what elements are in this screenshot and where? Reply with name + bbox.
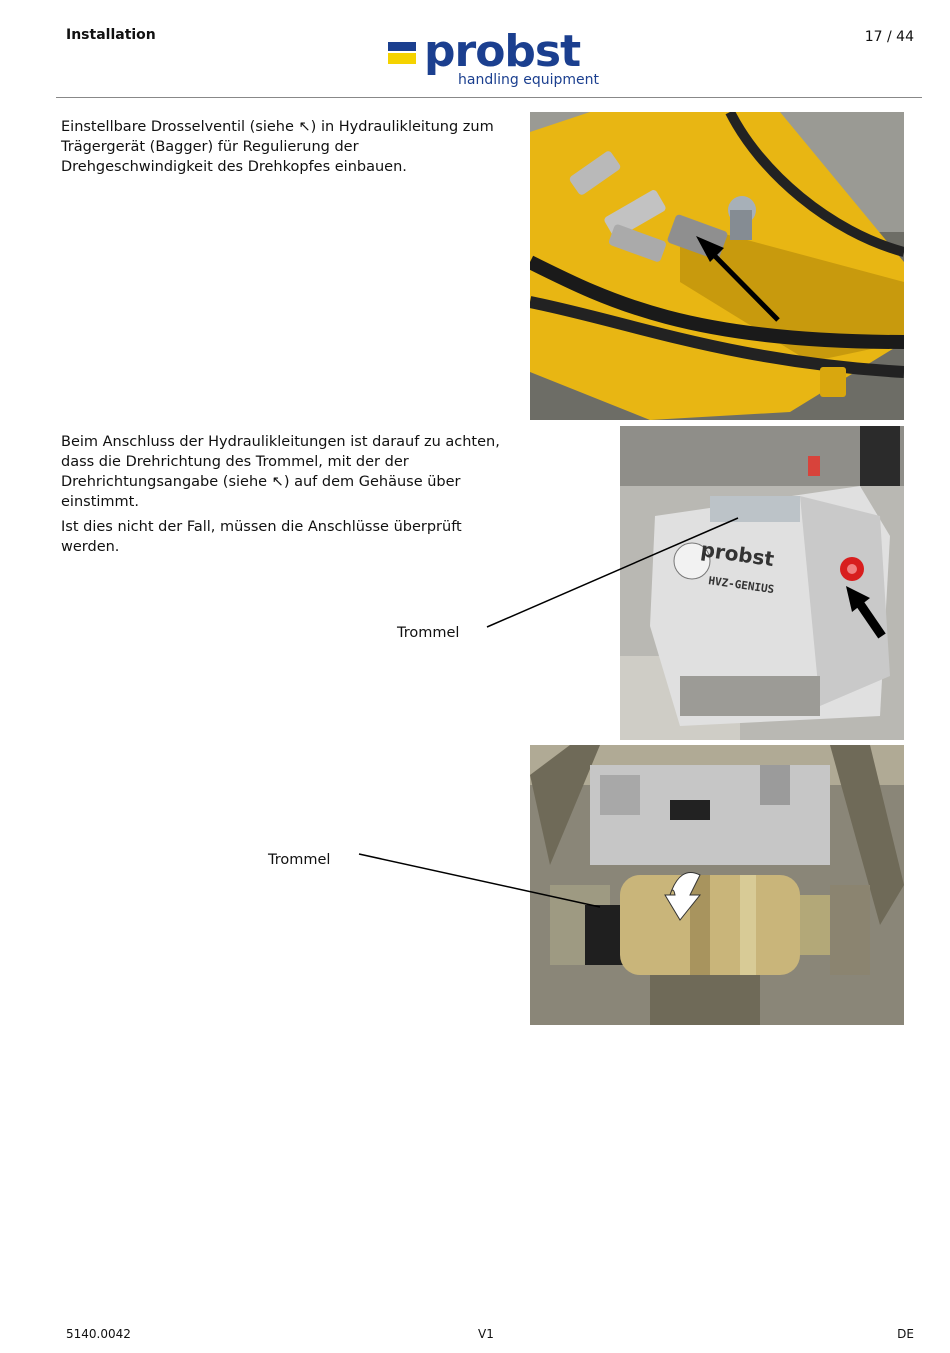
document-number: 5140.0042	[66, 1327, 131, 1341]
header-divider	[56, 97, 922, 98]
paragraph: Einstellbare Drosselventil (siehe ↖) in Hydraulikleitung zum Trägergerät (Bagger) für Regulierung der Drehgeschwindigkeit des Drehkopfes einbauen.	[61, 119, 494, 175]
logo-mark-yellow	[388, 53, 416, 64]
paragraph: Beim Anschluss der Hydraulikleitungen ist darauf zu achten, dass die Drehrichtung des Trommel, mit der der Drehrichtungsangabe (siehe ↖) auf dem Gehäuse über einstimmt.	[61, 434, 500, 510]
housing-brand-label: probst	[699, 537, 776, 572]
photo-throttle-valve-drawing	[530, 112, 904, 420]
logo-mark-blue	[388, 42, 416, 51]
instruction-throttle-valve	[61, 117, 501, 182]
callout-label-drum: Trommel	[268, 852, 331, 868]
logo-wordmark: probst	[424, 26, 581, 77]
photo-throttle-valve	[530, 112, 904, 420]
paragraph: Ist dies nicht der Fall, müssen die Anschlüsse überprüft werden.	[61, 519, 462, 555]
section-title: Installation	[66, 27, 156, 43]
callout-label-drum: Trommel	[397, 625, 460, 641]
page-number: 17 / 44	[864, 29, 914, 45]
probst-logo	[388, 26, 600, 92]
callout-leader-line-2	[352, 845, 612, 915]
logo-tagline: handling equipment	[458, 72, 599, 88]
callout-leader-line-1	[480, 510, 750, 640]
housing-model-label: HVZ-GENIUS	[707, 574, 775, 597]
instruction-rotation-direction	[61, 432, 501, 562]
version-label: V1	[478, 1327, 494, 1341]
language-code: DE	[897, 1327, 914, 1341]
